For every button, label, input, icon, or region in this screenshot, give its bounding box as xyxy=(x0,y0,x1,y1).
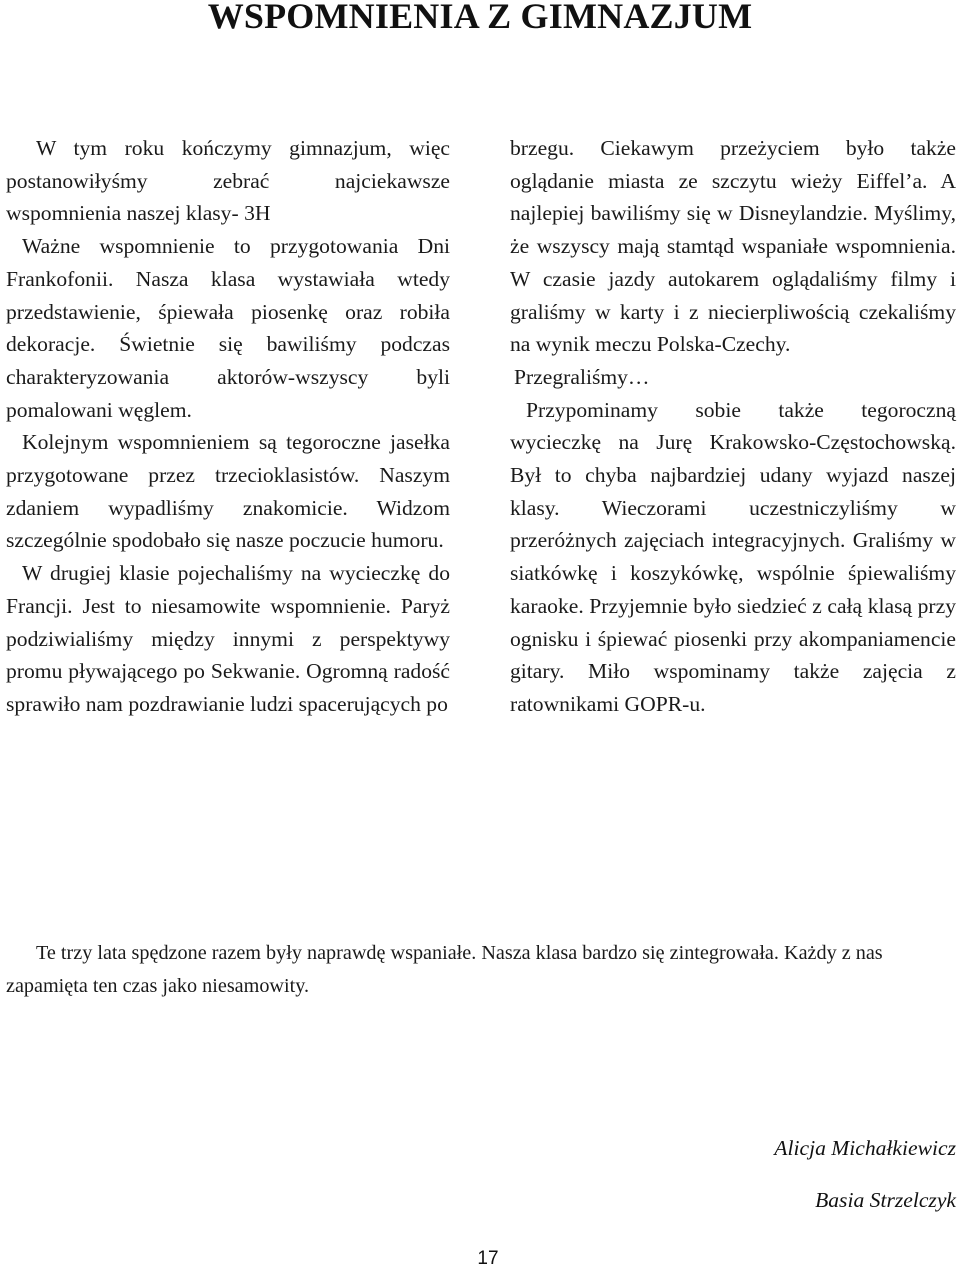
paragraph-francja: W drugiej klasie pojechaliśmy na wycieczkę do Francji. Jest to niesamowite wspomnienie. Paryż podziwialiśmy między innymi z perspektywy promu pływającego po Sekwanie. Ogromną radość sprawiło nam pozdrawianie ludzi spacerujących po xyxy=(6,561,450,716)
article-left-column xyxy=(6,132,450,721)
paragraph-jura: Przypominamy sobie także tegoroczną wycieczkę na Jurę Krakowsko-Częstochowską. Był to chyba najbardziej udany wyjazd naszej klasy. Wieczorami uczestniczyliśmy w przeróżnych zajęciach integracyjnych. Graliśmy w siatkówkę i koszykówkę, wspólnie śpiewaliśmy karaoke. Przyjemnie było siedzieć z całą klasą przy ognisku i śpiewać piosenki przy akompaniamencie gitary. Miło wspominamy także zajęcia z ratownikami GOPR-u. xyxy=(510,397,956,716)
author-signature: Alicja Michałkiewicz xyxy=(774,1136,956,1160)
paragraph-przegralismy: Przegraliśmy… xyxy=(514,364,650,389)
page-title: WSPOMNIENIA Z GIMNAZJUM xyxy=(207,0,753,36)
page-number: 17 xyxy=(477,1248,499,1269)
article-right-column xyxy=(510,132,956,721)
closing-paragraph: Te trzy lata spędzone razem były naprawdę wspaniałe. Nasza klasa bardzo się zintegrowała. Każdy z nas zapamięta ten czas jako niesamowity. xyxy=(6,942,883,997)
paragraph-jaselka: Kolejnym wspomnieniem są tegoroczne jasełka przygotowane przez trzecioklasistów. Naszym zdaniem wypadliśmy znakomicie. Widzom szczególnie spodobało się nasze poczucie humoru. xyxy=(6,430,450,553)
author-signature: Basia Strzelczyk xyxy=(815,1188,956,1212)
paragraph-intro: W tym roku kończymy gimnazjum, więc postanowiłyśmy zebrać najciekawsze wspomnienia naszej klasy- 3H xyxy=(6,136,450,226)
paragraph-frankofonia: Ważne wspomnienie to przygotowania Dni Frankofonii. Nasza klasa wystawiała wtedy przedstawienie, śpiewała piosenkę oraz robiła dekoracje. Świetnie się bawiliśmy podczas charakteryzowania aktorów-wszyscy byli pomalowani węglem. xyxy=(6,234,450,422)
paragraph-paryz-cd: brzegu. Ciekawym przeżyciem było także oglądanie miasta ze szczytu wieży Eiffel’a. A najlepiej bawiliśmy się w Disneylandzie. Myślimy, że wszyscy mają stamtąd wspaniałe wspomnienia. W czasie jazdy autokarem oglądaliśmy filmy i graliśmy w karty i z niecierpliwością czekaliśmy na wynik meczu Polska-Czechy. xyxy=(510,136,956,357)
